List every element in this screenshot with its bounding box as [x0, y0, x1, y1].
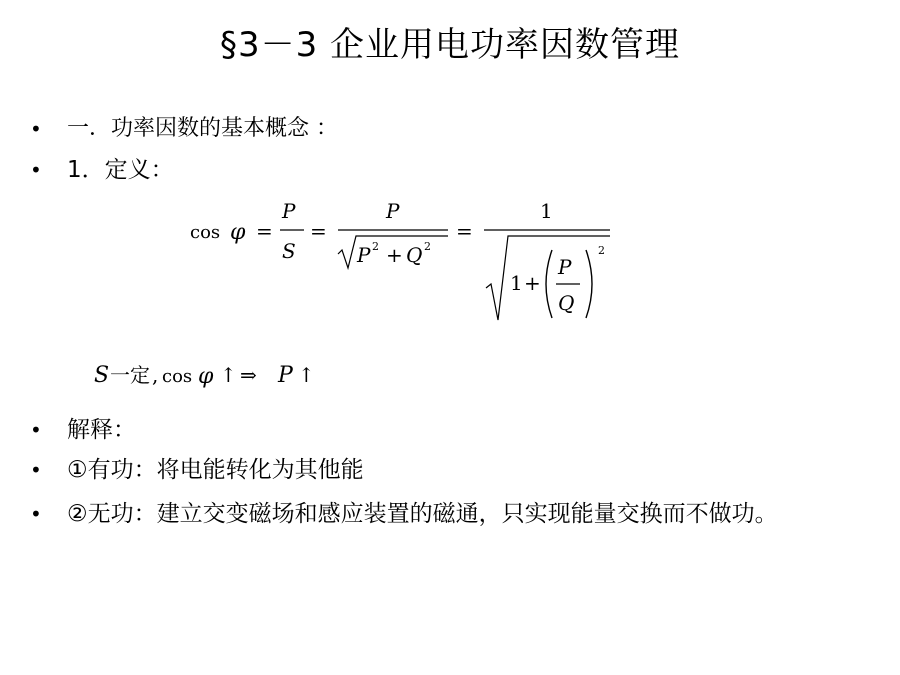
bullet-text: 一．功率因数的基本概念 ： [67, 116, 338, 141]
formula-P: P [282, 199, 296, 223]
conclusion-comma: , [152, 363, 159, 387]
formula-one: 1 [540, 199, 553, 223]
formula-equals: = [310, 219, 327, 243]
conclusion-implies: ⇒ [240, 363, 257, 387]
right-paren [586, 250, 592, 318]
conclusion-formula [92, 352, 372, 396]
conclusion-P: P [278, 363, 293, 388]
formula-equals: = [256, 219, 273, 243]
formula-plus: + [386, 243, 403, 267]
formula-one: 1 [510, 271, 523, 295]
formula-Q: Q [558, 291, 575, 315]
formula-phi: φ [230, 220, 246, 245]
left-paren [546, 250, 552, 318]
formula-P: P [386, 199, 400, 223]
formula-sq: 2 [372, 240, 379, 253]
power-factor-formula [186, 192, 626, 342]
formula-plus: + [524, 271, 541, 295]
bullet-dot: • [30, 458, 42, 482]
bullet-dot: • [30, 158, 42, 182]
bullet-text: ②无功：建立交变磁场和感应装置的磁通，只实现能量交换而不做功。 [67, 501, 778, 527]
formula-cos: cos [190, 222, 221, 243]
bullet-dot: • [30, 117, 42, 141]
conclusion-cos: cos [162, 366, 193, 387]
conclusion-phi: φ [198, 364, 214, 389]
conclusion-yiding: 一定 [110, 363, 150, 387]
bullet-text: 解释： [67, 417, 136, 443]
formula-equals: = [456, 219, 473, 243]
formula-P: P [558, 255, 572, 279]
conclusion-up: ↑ [220, 363, 237, 387]
bullet-dot: • [30, 418, 42, 442]
bullet-text: 1．定义： [67, 157, 174, 183]
slide-title: §3－3 企业用电功率因数管理 [219, 25, 681, 65]
conclusion-up: ↑ [298, 363, 315, 387]
formula-Q: Q [406, 243, 423, 267]
bullet-text: ①有功：将电能转化为其他能 [67, 457, 364, 483]
conclusion-S: S [94, 363, 110, 388]
formula-sq: 2 [424, 240, 431, 253]
bullet-dot: • [30, 502, 42, 526]
formula-P: P [357, 243, 371, 267]
formula-S: S [282, 239, 296, 263]
formula-sq: 2 [598, 244, 605, 257]
